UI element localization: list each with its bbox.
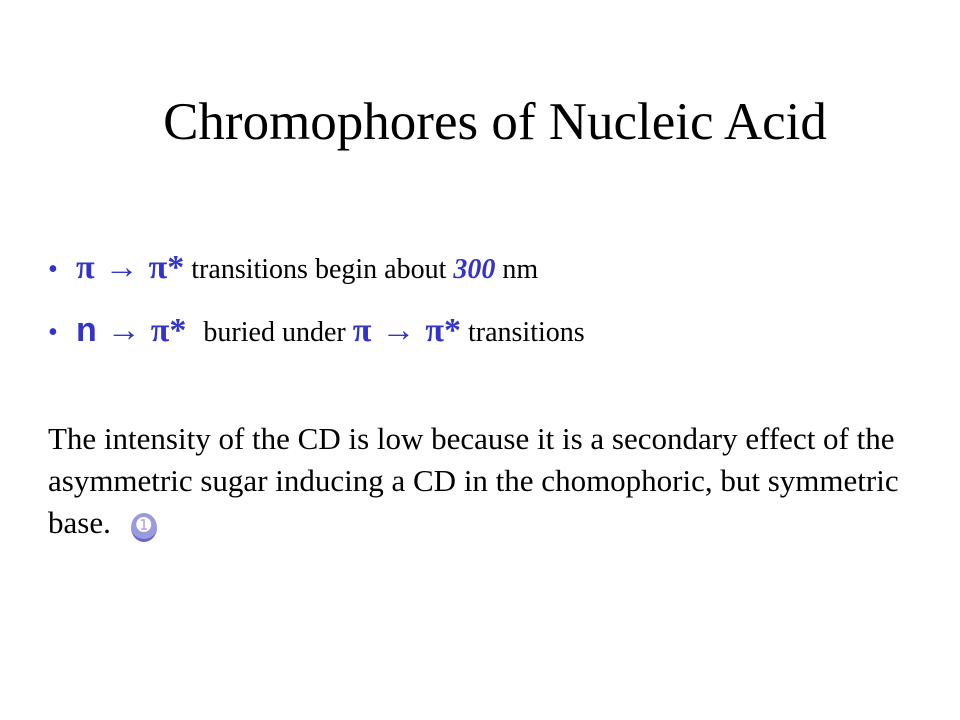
bullet-item-2 xyxy=(48,312,585,351)
wavelength-value: 300 xyxy=(453,254,496,285)
bullet-marker: • xyxy=(48,254,58,285)
pi-star-symbol: π* xyxy=(425,312,461,349)
arrow-icon: → xyxy=(381,312,416,349)
bullet-item-1 xyxy=(48,250,538,288)
bullet-marker: • xyxy=(48,317,58,348)
slide-title: Chromophores of Nucleic Acid xyxy=(163,93,827,151)
unit-text: nm xyxy=(502,254,539,285)
pi-symbol: π xyxy=(76,249,95,286)
footnote-link-icon[interactable]: ➊ xyxy=(131,513,157,542)
body-paragraph xyxy=(48,418,928,544)
bullet-text: transitions xyxy=(468,317,585,348)
arrow-icon: → xyxy=(106,312,141,349)
n-symbol: n xyxy=(76,311,97,349)
bullet-text: buried under xyxy=(203,317,346,348)
pi-star-symbol: π* xyxy=(150,312,187,349)
paragraph-text: The intensity of the CD is low because it is a secondary effect of the asymmetric sugar inducing a CD in the chomophoric, but symmetric base. xyxy=(48,421,899,540)
pi-symbol: π xyxy=(352,312,372,349)
arrow-icon: → xyxy=(104,249,139,286)
bullet-text: transitions begin about xyxy=(191,254,447,285)
pi-star-symbol: π* xyxy=(148,249,185,286)
